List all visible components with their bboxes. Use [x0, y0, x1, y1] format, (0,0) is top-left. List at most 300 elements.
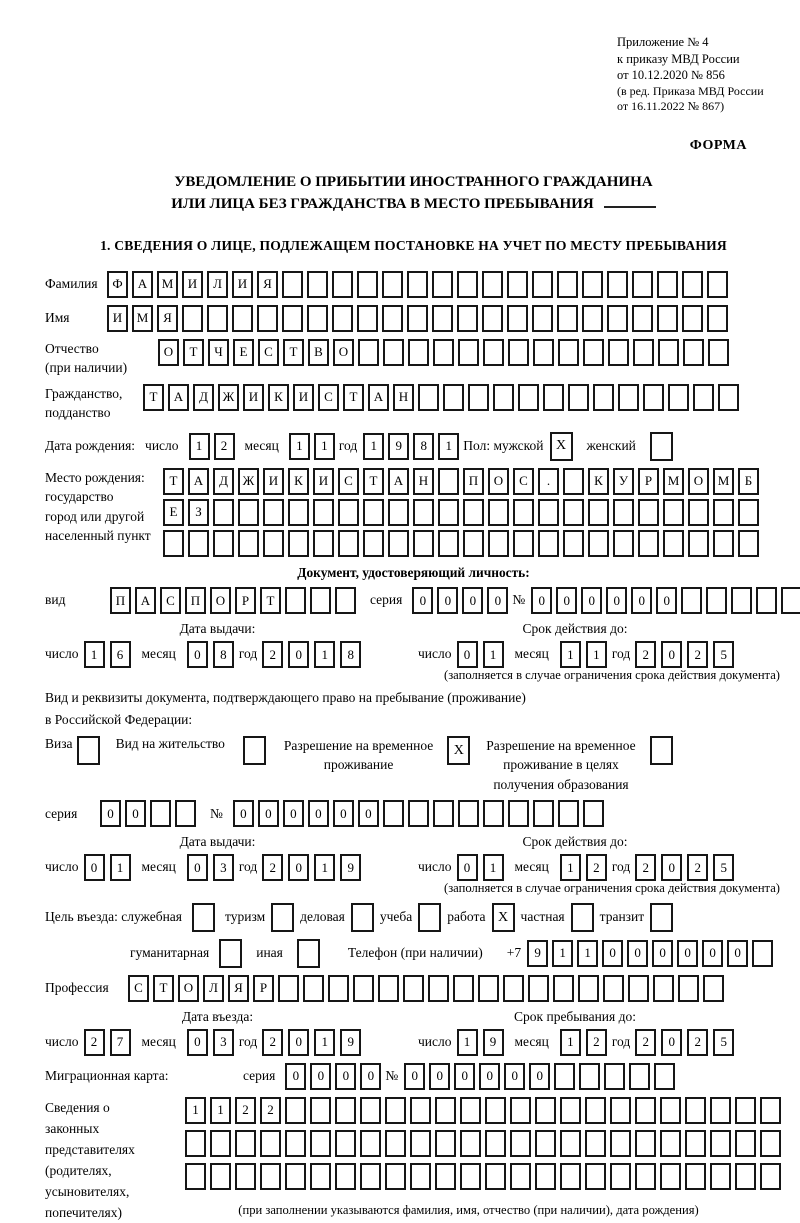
char-cell[interactable] — [560, 1097, 581, 1124]
char-cell[interactable] — [582, 305, 603, 332]
char-cell[interactable] — [683, 339, 704, 366]
char-cell[interactable]: 0 — [310, 1063, 331, 1090]
char-cell[interactable] — [338, 499, 359, 526]
char-cell[interactable] — [557, 271, 578, 298]
char-cell[interactable]: 0 — [258, 800, 279, 827]
char-cell[interactable] — [285, 1097, 306, 1124]
char-cell[interactable] — [457, 305, 478, 332]
char-cell[interactable] — [563, 499, 584, 526]
temp-permit-edu-checkbox[interactable] — [650, 736, 673, 765]
char-cell[interactable] — [382, 305, 403, 332]
char-cell[interactable] — [282, 271, 303, 298]
char-cell[interactable] — [510, 1097, 531, 1124]
char-cell[interactable]: 0 — [412, 587, 433, 614]
char-cell[interactable] — [378, 975, 399, 1002]
char-cell[interactable]: 0 — [479, 1063, 500, 1090]
char-cell[interactable] — [310, 1130, 331, 1157]
char-cell[interactable]: 0 — [437, 587, 458, 614]
char-cell[interactable] — [150, 800, 171, 827]
char-cell[interactable] — [568, 384, 589, 411]
char-cell[interactable] — [579, 1063, 600, 1090]
char-cell[interactable] — [485, 1163, 506, 1190]
char-cell[interactable] — [628, 975, 649, 1002]
char-cell[interactable]: А — [388, 468, 409, 495]
char-cell[interactable]: 2 — [262, 854, 283, 881]
char-cell[interactable]: 0 — [656, 587, 677, 614]
char-cell[interactable] — [610, 1163, 631, 1190]
char-cell[interactable] — [518, 384, 539, 411]
char-cell[interactable] — [388, 499, 409, 526]
char-cell[interactable]: А — [132, 271, 153, 298]
char-cell[interactable]: И — [182, 271, 203, 298]
char-cell[interactable]: И — [243, 384, 264, 411]
char-cell[interactable] — [485, 1097, 506, 1124]
char-cell[interactable]: 2 — [586, 854, 607, 881]
char-cell[interactable]: 0 — [602, 940, 623, 967]
char-cell[interactable]: А — [135, 587, 156, 614]
char-cell[interactable]: 1 — [210, 1097, 231, 1124]
char-cell[interactable]: Т — [343, 384, 364, 411]
char-cell[interactable] — [488, 499, 509, 526]
char-cell[interactable] — [543, 384, 564, 411]
char-cell[interactable] — [510, 1130, 531, 1157]
char-cell[interactable]: 0 — [285, 1063, 306, 1090]
char-cell[interactable] — [438, 499, 459, 526]
char-cell[interactable] — [710, 1097, 731, 1124]
char-cell[interactable]: Ф — [107, 271, 128, 298]
char-cell[interactable]: 0 — [487, 587, 508, 614]
char-cell[interactable]: О — [333, 339, 354, 366]
char-cell[interactable]: 0 — [661, 854, 682, 881]
char-cell[interactable]: 2 — [235, 1097, 256, 1124]
char-cell[interactable]: Т — [143, 384, 164, 411]
char-cell[interactable] — [210, 1130, 231, 1157]
char-cell[interactable]: 0 — [288, 641, 309, 668]
char-cell[interactable] — [560, 1130, 581, 1157]
char-cell[interactable]: 0 — [631, 587, 652, 614]
char-cell[interactable]: 0 — [100, 800, 121, 827]
char-cell[interactable]: У — [613, 468, 634, 495]
char-cell[interactable]: . — [538, 468, 559, 495]
char-cell[interactable] — [703, 975, 724, 1002]
char-cell[interactable]: М — [132, 305, 153, 332]
char-cell[interactable]: 1 — [314, 854, 335, 881]
char-cell[interactable] — [432, 271, 453, 298]
char-cell[interactable]: 0 — [308, 800, 329, 827]
char-cell[interactable] — [760, 1163, 781, 1190]
char-cell[interactable]: О — [488, 468, 509, 495]
char-cell[interactable]: 1 — [483, 641, 504, 668]
char-cell[interactable] — [207, 305, 228, 332]
char-cell[interactable]: 1 — [483, 854, 504, 881]
char-cell[interactable] — [688, 530, 709, 557]
char-cell[interactable]: 1 — [586, 641, 607, 668]
char-cell[interactable] — [413, 499, 434, 526]
char-cell[interactable]: Т — [283, 339, 304, 366]
char-cell[interactable]: 0 — [288, 1029, 309, 1056]
char-cell[interactable] — [388, 530, 409, 557]
char-cell[interactable]: Ж — [238, 468, 259, 495]
char-cell[interactable]: 8 — [413, 433, 434, 460]
char-cell[interactable]: С — [258, 339, 279, 366]
char-cell[interactable] — [332, 305, 353, 332]
char-cell[interactable] — [638, 499, 659, 526]
char-cell[interactable]: 0 — [187, 641, 208, 668]
char-cell[interactable]: С — [338, 468, 359, 495]
char-cell[interactable] — [460, 1130, 481, 1157]
char-cell[interactable]: 1 — [438, 433, 459, 460]
char-cell[interactable]: 1 — [314, 433, 335, 460]
char-cell[interactable]: Р — [253, 975, 274, 1002]
sex-female-checkbox[interactable] — [650, 432, 673, 461]
char-cell[interactable] — [532, 271, 553, 298]
temp-permit-checkbox[interactable]: X — [447, 736, 470, 765]
char-cell[interactable] — [335, 1163, 356, 1190]
char-cell[interactable]: Ч — [208, 339, 229, 366]
char-cell[interactable] — [660, 1097, 681, 1124]
char-cell[interactable] — [613, 530, 634, 557]
char-cell[interactable] — [435, 1097, 456, 1124]
char-cell[interactable] — [708, 339, 729, 366]
char-cell[interactable] — [731, 587, 752, 614]
char-cell[interactable]: 3 — [213, 1029, 234, 1056]
char-cell[interactable]: Д — [213, 468, 234, 495]
residence-permit-checkbox[interactable] — [243, 736, 266, 765]
char-cell[interactable] — [383, 339, 404, 366]
char-cell[interactable]: 1 — [552, 940, 573, 967]
char-cell[interactable]: 2 — [687, 641, 708, 668]
char-cell[interactable] — [657, 271, 678, 298]
char-cell[interactable] — [335, 587, 356, 614]
char-cell[interactable] — [588, 530, 609, 557]
char-cell[interactable] — [756, 587, 777, 614]
char-cell[interactable]: О — [158, 339, 179, 366]
char-cell[interactable]: Л — [203, 975, 224, 1002]
char-cell[interactable]: 8 — [213, 641, 234, 668]
char-cell[interactable] — [685, 1163, 706, 1190]
visa-checkbox[interactable] — [77, 736, 100, 765]
char-cell[interactable]: 0 — [702, 940, 723, 967]
char-cell[interactable] — [660, 1130, 681, 1157]
char-cell[interactable]: 2 — [687, 854, 708, 881]
char-cell[interactable]: Я — [228, 975, 249, 1002]
char-cell[interactable] — [257, 305, 278, 332]
char-cell[interactable]: Т — [183, 339, 204, 366]
char-cell[interactable] — [435, 1163, 456, 1190]
char-cell[interactable]: А — [368, 384, 389, 411]
char-cell[interactable] — [557, 305, 578, 332]
char-cell[interactable] — [632, 271, 653, 298]
char-cell[interactable] — [335, 1130, 356, 1157]
char-cell[interactable] — [485, 1130, 506, 1157]
char-cell[interactable] — [528, 975, 549, 1002]
char-cell[interactable] — [263, 530, 284, 557]
char-cell[interactable]: Т — [363, 468, 384, 495]
char-cell[interactable] — [185, 1130, 206, 1157]
char-cell[interactable] — [610, 1130, 631, 1157]
char-cell[interactable] — [185, 1163, 206, 1190]
char-cell[interactable] — [582, 271, 603, 298]
char-cell[interactable]: С — [160, 587, 181, 614]
char-cell[interactable]: 0 — [358, 800, 379, 827]
char-cell[interactable] — [307, 305, 328, 332]
char-cell[interactable] — [583, 800, 604, 827]
char-cell[interactable] — [510, 1163, 531, 1190]
char-cell[interactable]: С — [128, 975, 149, 1002]
char-cell[interactable] — [663, 530, 684, 557]
char-cell[interactable] — [607, 305, 628, 332]
char-cell[interactable]: 8 — [340, 641, 361, 668]
char-cell[interactable]: 0 — [677, 940, 698, 967]
char-cell[interactable]: 0 — [531, 587, 552, 614]
char-cell[interactable] — [460, 1097, 481, 1124]
char-cell[interactable] — [503, 975, 524, 1002]
char-cell[interactable] — [303, 975, 324, 1002]
char-cell[interactable] — [532, 305, 553, 332]
char-cell[interactable] — [360, 1130, 381, 1157]
char-cell[interactable] — [558, 339, 579, 366]
char-cell[interactable] — [433, 339, 454, 366]
char-cell[interactable]: И — [232, 271, 253, 298]
char-cell[interactable]: 0 — [283, 800, 304, 827]
purpose-tourism-checkbox[interactable] — [271, 903, 294, 932]
char-cell[interactable] — [338, 530, 359, 557]
char-cell[interactable]: А — [188, 468, 209, 495]
char-cell[interactable]: К — [588, 468, 609, 495]
char-cell[interactable] — [658, 339, 679, 366]
char-cell[interactable] — [433, 800, 454, 827]
char-cell[interactable] — [553, 975, 574, 1002]
char-cell[interactable]: 2 — [635, 641, 656, 668]
char-cell[interactable] — [313, 530, 334, 557]
char-cell[interactable] — [438, 468, 459, 495]
char-cell[interactable]: 5 — [713, 854, 734, 881]
purpose-business-checkbox[interactable] — [351, 903, 374, 932]
char-cell[interactable]: 9 — [340, 854, 361, 881]
char-cell[interactable]: 1 — [457, 1029, 478, 1056]
char-cell[interactable]: М — [663, 468, 684, 495]
char-cell[interactable]: И — [293, 384, 314, 411]
char-cell[interactable] — [363, 499, 384, 526]
char-cell[interactable]: 0 — [84, 854, 105, 881]
char-cell[interactable]: 2 — [260, 1097, 281, 1124]
char-cell[interactable] — [593, 384, 614, 411]
char-cell[interactable]: Т — [163, 468, 184, 495]
char-cell[interactable] — [738, 499, 759, 526]
char-cell[interactable]: 0 — [462, 587, 483, 614]
char-cell[interactable]: 1 — [577, 940, 598, 967]
char-cell[interactable]: 0 — [504, 1063, 525, 1090]
char-cell[interactable]: 5 — [713, 1029, 734, 1056]
char-cell[interactable] — [175, 800, 196, 827]
char-cell[interactable] — [710, 1130, 731, 1157]
char-cell[interactable] — [238, 530, 259, 557]
char-cell[interactable] — [182, 305, 203, 332]
char-cell[interactable]: 7 — [110, 1029, 131, 1056]
char-cell[interactable] — [307, 271, 328, 298]
char-cell[interactable] — [310, 1163, 331, 1190]
char-cell[interactable] — [357, 305, 378, 332]
char-cell[interactable] — [408, 800, 429, 827]
char-cell[interactable] — [282, 305, 303, 332]
char-cell[interactable]: 0 — [529, 1063, 550, 1090]
char-cell[interactable]: Р — [638, 468, 659, 495]
char-cell[interactable] — [482, 305, 503, 332]
char-cell[interactable] — [260, 1163, 281, 1190]
char-cell[interactable]: Е — [163, 499, 184, 526]
char-cell[interactable]: 9 — [527, 940, 548, 967]
char-cell[interactable]: Н — [413, 468, 434, 495]
char-cell[interactable] — [163, 530, 184, 557]
char-cell[interactable]: В — [308, 339, 329, 366]
char-cell[interactable]: 0 — [360, 1063, 381, 1090]
char-cell[interactable]: И — [107, 305, 128, 332]
char-cell[interactable] — [682, 305, 703, 332]
char-cell[interactable] — [508, 339, 529, 366]
char-cell[interactable]: 0 — [727, 940, 748, 967]
char-cell[interactable]: 0 — [661, 641, 682, 668]
char-cell[interactable] — [413, 530, 434, 557]
char-cell[interactable] — [613, 499, 634, 526]
char-cell[interactable]: 0 — [404, 1063, 425, 1090]
char-cell[interactable]: 0 — [627, 940, 648, 967]
purpose-humanitarian-checkbox[interactable] — [219, 939, 242, 968]
char-cell[interactable] — [353, 975, 374, 1002]
char-cell[interactable] — [535, 1097, 556, 1124]
char-cell[interactable]: Я — [257, 271, 278, 298]
char-cell[interactable] — [688, 499, 709, 526]
char-cell[interactable]: 2 — [586, 1029, 607, 1056]
char-cell[interactable]: 0 — [556, 587, 577, 614]
char-cell[interactable] — [668, 384, 689, 411]
char-cell[interactable] — [278, 975, 299, 1002]
char-cell[interactable] — [713, 499, 734, 526]
char-cell[interactable] — [382, 271, 403, 298]
char-cell[interactable] — [585, 1163, 606, 1190]
char-cell[interactable]: 3 — [213, 854, 234, 881]
char-cell[interactable] — [585, 1130, 606, 1157]
char-cell[interactable] — [508, 800, 529, 827]
char-cell[interactable]: С — [513, 468, 534, 495]
char-cell[interactable] — [752, 940, 773, 967]
char-cell[interactable]: 0 — [335, 1063, 356, 1090]
char-cell[interactable] — [332, 271, 353, 298]
char-cell[interactable] — [313, 499, 334, 526]
char-cell[interactable] — [507, 271, 528, 298]
char-cell[interactable] — [403, 975, 424, 1002]
char-cell[interactable] — [663, 499, 684, 526]
char-cell[interactable] — [538, 530, 559, 557]
char-cell[interactable] — [310, 587, 331, 614]
char-cell[interactable]: 9 — [388, 433, 409, 460]
char-cell[interactable]: 2 — [84, 1029, 105, 1056]
char-cell[interactable]: П — [463, 468, 484, 495]
sex-male-checkbox[interactable]: X — [550, 432, 573, 461]
char-cell[interactable] — [560, 1163, 581, 1190]
char-cell[interactable]: 0 — [457, 854, 478, 881]
char-cell[interactable] — [310, 1097, 331, 1124]
char-cell[interactable] — [458, 339, 479, 366]
char-cell[interactable] — [533, 800, 554, 827]
char-cell[interactable] — [335, 1097, 356, 1124]
char-cell[interactable] — [603, 975, 624, 1002]
char-cell[interactable]: И — [263, 468, 284, 495]
char-cell[interactable]: 0 — [457, 641, 478, 668]
char-cell[interactable]: 1 — [84, 641, 105, 668]
char-cell[interactable] — [482, 271, 503, 298]
char-cell[interactable] — [358, 339, 379, 366]
purpose-official-checkbox[interactable] — [192, 903, 215, 932]
char-cell[interactable]: К — [268, 384, 289, 411]
char-cell[interactable] — [681, 587, 702, 614]
char-cell[interactable] — [583, 339, 604, 366]
char-cell[interactable] — [657, 305, 678, 332]
char-cell[interactable] — [263, 499, 284, 526]
char-cell[interactable] — [610, 1097, 631, 1124]
char-cell[interactable] — [328, 975, 349, 1002]
char-cell[interactable] — [632, 305, 653, 332]
char-cell[interactable] — [685, 1097, 706, 1124]
char-cell[interactable] — [685, 1130, 706, 1157]
char-cell[interactable]: П — [185, 587, 206, 614]
char-cell[interactable] — [432, 305, 453, 332]
char-cell[interactable] — [735, 1130, 756, 1157]
char-cell[interactable] — [478, 975, 499, 1002]
char-cell[interactable]: С — [318, 384, 339, 411]
char-cell[interactable] — [660, 1163, 681, 1190]
char-cell[interactable]: 1 — [289, 433, 310, 460]
char-cell[interactable]: 1 — [110, 854, 131, 881]
char-cell[interactable]: З — [188, 499, 209, 526]
char-cell[interactable]: И — [313, 468, 334, 495]
char-cell[interactable] — [385, 1097, 406, 1124]
char-cell[interactable]: 1 — [560, 854, 581, 881]
char-cell[interactable]: 0 — [454, 1063, 475, 1090]
char-cell[interactable] — [457, 271, 478, 298]
char-cell[interactable] — [563, 468, 584, 495]
char-cell[interactable] — [260, 1130, 281, 1157]
char-cell[interactable]: О — [178, 975, 199, 1002]
char-cell[interactable]: 2 — [635, 854, 656, 881]
char-cell[interactable] — [718, 384, 739, 411]
char-cell[interactable] — [238, 499, 259, 526]
char-cell[interactable]: 0 — [233, 800, 254, 827]
char-cell[interactable]: А — [168, 384, 189, 411]
char-cell[interactable]: 0 — [333, 800, 354, 827]
char-cell[interactable]: 0 — [125, 800, 146, 827]
char-cell[interactable] — [643, 384, 664, 411]
purpose-work-checkbox[interactable]: X — [492, 903, 515, 932]
char-cell[interactable] — [585, 1097, 606, 1124]
char-cell[interactable]: П — [110, 587, 131, 614]
char-cell[interactable]: 0 — [187, 1029, 208, 1056]
char-cell[interactable] — [463, 530, 484, 557]
char-cell[interactable] — [285, 587, 306, 614]
char-cell[interactable] — [357, 271, 378, 298]
char-cell[interactable] — [408, 339, 429, 366]
char-cell[interactable] — [538, 499, 559, 526]
char-cell[interactable] — [285, 1163, 306, 1190]
char-cell[interactable] — [453, 975, 474, 1002]
char-cell[interactable]: К — [288, 468, 309, 495]
char-cell[interactable] — [629, 1063, 650, 1090]
char-cell[interactable] — [653, 975, 674, 1002]
char-cell[interactable]: Д — [193, 384, 214, 411]
char-cell[interactable] — [213, 530, 234, 557]
char-cell[interactable]: 0 — [661, 1029, 682, 1056]
char-cell[interactable] — [385, 1130, 406, 1157]
char-cell[interactable]: 0 — [652, 940, 673, 967]
